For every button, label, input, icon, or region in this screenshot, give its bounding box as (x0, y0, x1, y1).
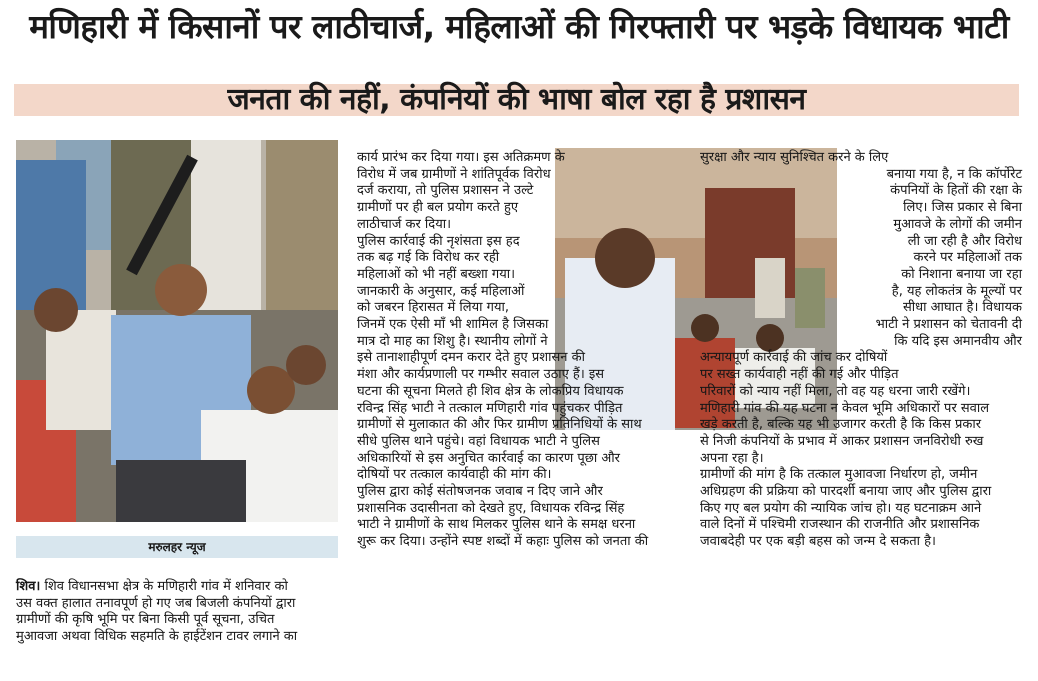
text-line: मुआवजा अथवा विधिक सहमति के हाईटेंशन टावर लगाने का (16, 629, 298, 645)
text-line: पुलिस कार्रवाई की नृशंसता इस हद (357, 233, 520, 249)
photo-credit: मरुलहर न्यूज (148, 540, 206, 554)
text-line: सुरक्षा और न्याय सुनिश्चित करने के लिए (700, 150, 889, 165)
text-line: प्रशासनिक उदासीनता को देखते हुए, विधायक रविन्द्र सिंह (357, 500, 625, 516)
text-line: जिनमें एक ऐसी माँ भी शामिल है जिसका (357, 317, 549, 333)
text-line: ग्रामीणों की मांग है कि तत्काल मुआवजा निर्धारण हो, जमीन (700, 467, 978, 483)
article-column-3 (700, 150, 1022, 551)
text-line: परिवारों को न्याय नहीं मिला, तो वह यह धरना जारी रखेंगे। (700, 383, 971, 399)
text-line: वाले दिनों में पश्चिमी राजस्थान की राजनीति और प्रशासनिक (700, 517, 980, 533)
text-line: विरोध में जब ग्रामीणों ने शांतिपूर्वक विरोध (357, 166, 551, 182)
text-line: को जबरन हिरासत में लिया गया, (357, 300, 509, 316)
text-line: खड़े करती है, बल्कि यह भी उजागर करती है कि किस प्रकार (700, 417, 982, 433)
text-line: भाटी ने प्रशासन को चेतावनी दी (875, 317, 1022, 333)
text-line: शुरू कर दिया। उन्होंने स्पष्ट शब्दों में कहाः पुलिस को जनता की (357, 534, 649, 550)
text-line: शिव विधानसभा क्षेत्र के मणिहारी गांव में शनिवार को (44, 579, 288, 594)
text-line: ली जा रही है और विरोध (907, 233, 1022, 249)
text-line: मणिहारी गांव की यह घटना न केवल भूमि अधिकारों पर सवाल (700, 400, 990, 416)
text-line: ग्रामीणों पर ही बल प्रयोग करते हुए (357, 200, 519, 216)
text-line: से निजी कंपनियों के प्रभाव में आकर प्रशासन जनविरोधी रुख (700, 433, 984, 449)
text-line: अपना रहा है। (700, 450, 764, 466)
text-line: कि यदि इस अमानवीय और (894, 333, 1022, 349)
text-line: दर्ज कराया, तो पुलिस प्रशासन ने उल्टे (357, 183, 534, 199)
article-column-1 (16, 579, 338, 646)
text-line: रविन्द्र सिंह भाटी ने तत्काल मणिहारी गांव पहुंचकर पीड़ित (357, 400, 623, 416)
text-line: किए गए बल प्रयोग की न्यायिक जांच हो। यह घटनाक्रम आने (700, 500, 982, 516)
dateline: शिव। (16, 579, 41, 594)
text-line: कार्य प्रारंभ कर दिया गया। इस अतिक्रमण के (357, 150, 565, 165)
text-line: पुलिस द्वारा कोई संतोषजनक जवाब न दिए जाने और (357, 484, 603, 500)
text-line: उस वक्त हालात तनावपूर्ण हो गए जब बिजली कंपनियों द्वारा (16, 595, 296, 611)
text-line: मात्र दो माह का शिशु है। स्थानीय लोगों ने (357, 333, 548, 349)
text-line: सीधा आघात है। विधायक (903, 300, 1022, 316)
protest-sit-in-photo (16, 140, 338, 522)
text-line: भाटी ने ग्रामीणों के साथ मिलकर पुलिस थाने के समक्ष धरना (357, 517, 636, 533)
text-line: तक बढ़ गई कि विरोध कर रही (357, 250, 500, 266)
text-line: कंपनियों के हितों की रक्षा के (890, 183, 1022, 199)
text-line: मंशा और कार्यप्रणाली पर गम्भीर सवाल उठाए हैं। इस (357, 367, 605, 383)
text-line: करने पर महिलाओं तक (913, 250, 1022, 266)
text-line: घटना की सूचना मिलते ही शिव क्षेत्र के लोकप्रिय विधायक (357, 383, 624, 399)
text-line: लिए। जिस प्रकार से बिना (903, 200, 1022, 216)
text-line (16, 579, 338, 596)
text-line: अन्यायपूर्ण कार्रवाई की जांच कर दोषियों (700, 350, 888, 366)
text-line: ग्रामीणों की कृषि भूमि पर बिना किसी पूर्व सूचना, उचित (16, 612, 275, 628)
text-line: जवाबदेही पर एक बड़ी बहस को जन्म दे सकता है। (700, 534, 936, 550)
text-line: बनाया गया है, न कि कॉर्पोरेट (886, 166, 1022, 182)
headline: मणिहारी में किसानों पर लाठीचार्ज, महिलाओं की गिरफ्तारी पर भड़के विधायक भाटी (29, 7, 1009, 46)
text-line: पर सख्त कार्यवाही नहीं की गई और पीड़ित (700, 367, 899, 383)
text-line: महिलाओं को भी नहीं बख्शा गया। (357, 266, 516, 282)
text-line: अधिग्रहण की प्रक्रिया को पारदर्शी बनाया जाए और पुलिस द्वारा (700, 484, 992, 500)
text-line: को निशाना बनाया जा रहा (901, 266, 1022, 282)
text-line: लाठीचार्ज कर दिया। (357, 216, 452, 232)
text-line: मुआवजे के लोगों की जमीन (893, 216, 1022, 232)
article-column-2 (357, 150, 685, 551)
text-line: ग्रामीणों से मुलाकात की और फिर ग्रामीण प्रतिनिधियों के साथ (357, 417, 642, 433)
text-line: इसे तानाशाहीपूर्ण दमन करार देते हुए प्रशासन की (357, 350, 585, 366)
text-line: अधिकारियों से इस अनुचित कार्रवाई का कारण पूछा और (357, 450, 620, 466)
subheadline: जनता की नहीं, कंपनियों की भाषा बोल रहा है प्रशासन (227, 82, 806, 117)
text-line: जानकारी के अनुसार, कई महिलाओं (357, 283, 525, 299)
text-line: दोषियों पर तत्काल कार्यवाही की मांग की। (357, 467, 552, 483)
text-line: सीधे पुलिस थाने पहुंचे। वहां विधायक भाटी ने पुलिस (357, 433, 600, 449)
text-line: है, यह लोकतंत्र के मूल्यों पर (891, 283, 1022, 299)
